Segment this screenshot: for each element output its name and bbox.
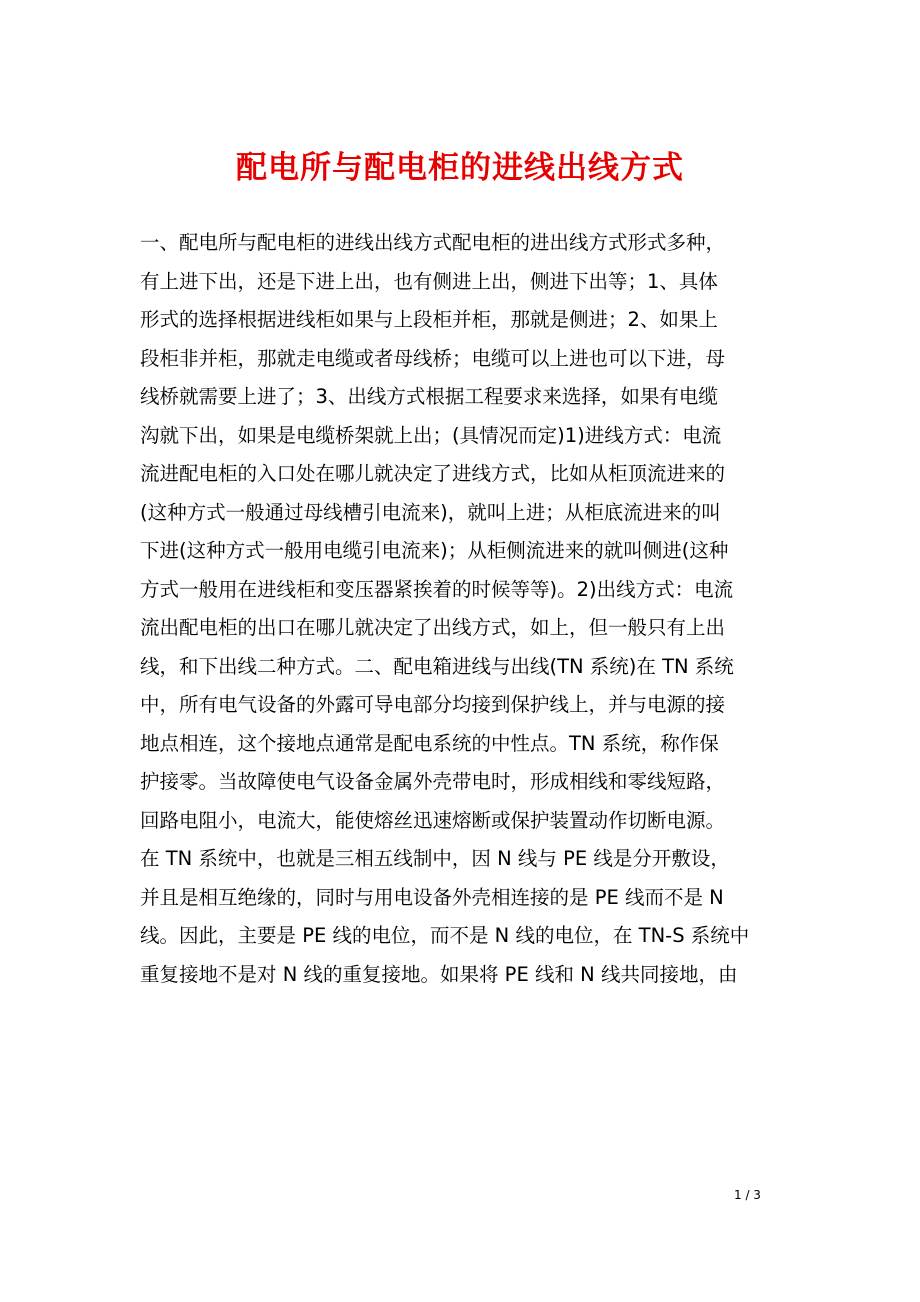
text-line: 并且是相互绝缘的，同时与用电设备外壳相连接的是 PE 线而不是 N: [140, 885, 724, 909]
text-line: 回路电阻小，电流大，能使熔丝迅速熔断或保护装置动作切断电源。: [140, 808, 726, 832]
body-text: [140, 224, 800, 994]
text-line: 形式的选择根据进线柜如果与上段柜并柜，那就是侧进；2、如果上: [140, 308, 718, 331]
text-line: 线桥就需要上进了；3、出线方式根据工程要求来选择，如果有电缆: [140, 385, 718, 408]
text-line: 下进(这种方式一般用电缆引电流来)；从柜侧流进来的就叫侧进(这种: [140, 539, 729, 562]
text-line: 沟就下出，如果是电缆桥架就上出；(具情况而定)1)进线方式：电流: [140, 423, 722, 447]
text-line: 护接零。当故障使电气设备金属外壳带电时，形成相线和零线短路，: [140, 770, 726, 793]
text-line: 在 TN 系统中，也就是三相五线制中，因 N 线与 PE 线是分开敷设，: [140, 847, 730, 870]
text-line: 有上进下出，还是下进上出，也有侧进上出，侧进下出等；1、具体: [140, 269, 718, 293]
text-line: 重复接地不是对 N 线的重复接地。如果将 PE 线和 N 线共同接地，由: [140, 962, 738, 986]
text-line: 线。因此，主要是 PE 线的电位，而不是 N 线的电位，在 TN-S 系统中: [140, 924, 750, 947]
text-line: 段柜非并柜，那就走电缆或者母线桥；电缆可以上进也可以下进，母: [140, 346, 726, 370]
text-line: 地点相连，这个接地点通常是配电系统的中性点。TN 系统，称作保: [140, 731, 719, 755]
document-title: 配电所与配电柜的进线出线方式: [236, 150, 684, 186]
page-number: 1 / 3: [734, 1188, 761, 1202]
text-line: 流出配电柜的出口在哪儿就决定了出线方式，如上，但一般只有上出: [140, 616, 726, 639]
text-line: (这种方式一般通过母线槽引电流来)，就叫上进；从柜底流进来的叫: [140, 500, 721, 524]
text-line: 流进配电柜的入口处在哪儿就决定了进线方式，比如从柜顶流进来的: [140, 462, 726, 485]
text-line: 中，所有电气设备的外露可导电部分均接到保护线上，并与电源的接: [140, 693, 726, 716]
text-line: 线，和下出线二种方式。二、配电箱进线与出线(TN 系统)在 TN 系统: [140, 654, 734, 678]
text-line: 一、配电所与配电柜的进线出线方式配电柜的进出线方式形式多种，: [140, 231, 726, 254]
text-line: 方式一般用在进线柜和变压器紧挨着的时候等等)。2)出线方式：电流: [140, 577, 734, 601]
